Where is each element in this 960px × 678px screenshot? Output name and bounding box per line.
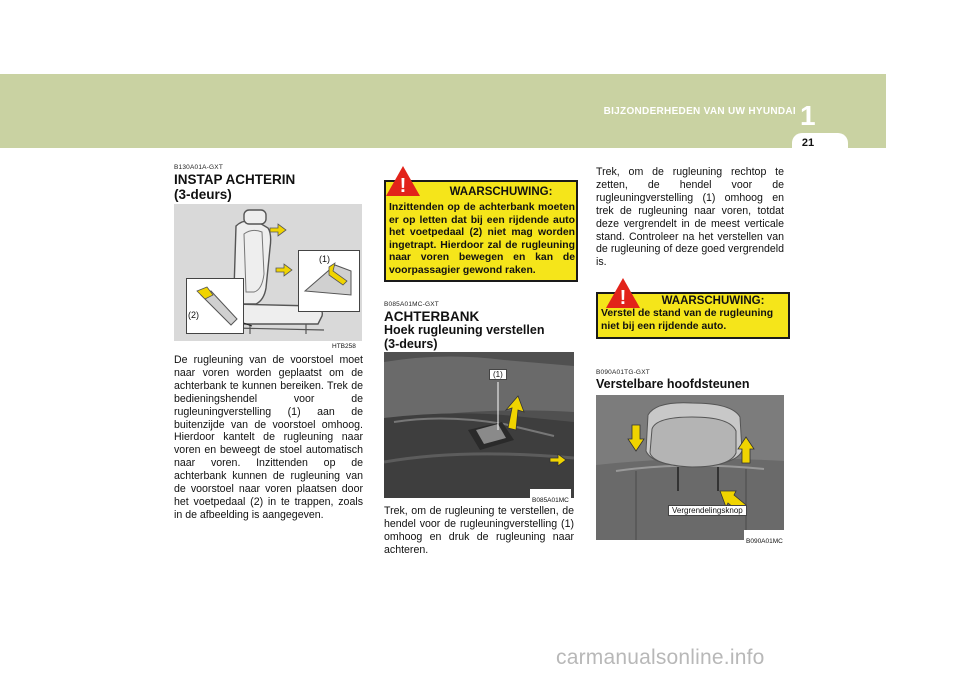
page-number: 21 bbox=[801, 137, 815, 149]
headrest-photo bbox=[596, 395, 784, 540]
section-code: B130A01A-GXT bbox=[174, 164, 224, 171]
section-title: ACHTERBANK bbox=[384, 309, 480, 324]
section-subtitle bbox=[384, 323, 544, 351]
warning-text: Verstel de stand van de rugleuning niet bij een rijdende auto. bbox=[601, 308, 774, 332]
section-subtitle-line1: Hoek rugleuning verstellen bbox=[384, 323, 545, 337]
warning-text: Inzittenden op de achterbank moeten er op letten dat bij een rijdende auto het voetpedaal (2) niet mag worden ingetrapt. Hierdoor zal de rugleuning naar voren bewegen en kan de voorpassagier gewond raken. bbox=[389, 202, 575, 276]
chapter-number: 1 bbox=[800, 100, 816, 131]
figure-code: HTB258 bbox=[332, 343, 356, 350]
figure-headrest bbox=[596, 395, 784, 545]
section-code: B090A01TG-GXT bbox=[596, 369, 650, 376]
section-title: Verstelbare hoofdsteunen bbox=[596, 377, 750, 391]
section-title-line2: (3-deurs) bbox=[174, 187, 232, 202]
section-body: De rugleuning van de voorstoel moet naar voren worden geplaatst om de achterbank te kunnen bereiken. Trek de bedieningshendel voor de rugleuningverstelling (1) aan de buitenzijde van de voorstoel omhoog. Hierdoor kantelt de rugleuning naar voren en beweegt de stoel automatisch naar voren. Inzittenden op de achterbank kunnen de rugleuning van de voorstoel naar voren plaatsen door het voetpedaal (2) in te trappen, zoals in de afbeelding is aangegeven. bbox=[174, 354, 363, 521]
warning-icon bbox=[605, 277, 641, 309]
figure-code-wrap bbox=[744, 530, 785, 548]
figure-code: B085A01MC bbox=[532, 497, 569, 504]
callout-lever: (1) bbox=[319, 254, 330, 264]
chapter-title: BIJZONDERHEDEN VAN UW HYUNDAI bbox=[603, 106, 796, 117]
watermark: carmanualsonline.info bbox=[556, 646, 765, 669]
figure-rear-seat bbox=[384, 352, 574, 504]
figure-code: B090A01MC bbox=[746, 538, 783, 545]
section-body: Trek, om de rugleuning te verstellen, de hendel voor de rugleuningverstelling (1) omhoog en druk de rugleuning naar achteren. bbox=[384, 505, 574, 556]
callout-lever: (1) bbox=[489, 369, 507, 380]
inset-pedal bbox=[186, 278, 244, 334]
svg-text:!: ! bbox=[619, 287, 627, 309]
section-title bbox=[174, 172, 295, 202]
section-body-continued: Trek, om de rugleuning rechtop te zetten, de hendel voor de rugleuningverstelling (1) omhoog en trek de rugleuning naar voren, totdat deze vergrendelt in de meest verticale stand. Controleer na het verstellen van de rugleuning of deze goed vergrendeld is. bbox=[596, 166, 784, 269]
section-code: B085A01MC-GXT bbox=[384, 301, 439, 308]
warning-title: WAARSCHUWING: bbox=[449, 186, 553, 198]
warning-icon bbox=[385, 165, 421, 197]
warning-title: WAARSCHUWING: bbox=[661, 295, 765, 307]
pedal-icon bbox=[187, 279, 243, 333]
svg-text:!: ! bbox=[399, 175, 407, 197]
section-subtitle-line2: (3-deurs) bbox=[384, 337, 438, 351]
callout-pedal: (2) bbox=[188, 310, 199, 320]
figure-seat-entry bbox=[174, 204, 362, 341]
rear-seat-photo bbox=[384, 352, 574, 498]
section-title-line1: INSTAP ACHTERIN bbox=[174, 172, 296, 187]
lock-button-label: Vergrendelingsknop bbox=[668, 505, 747, 516]
